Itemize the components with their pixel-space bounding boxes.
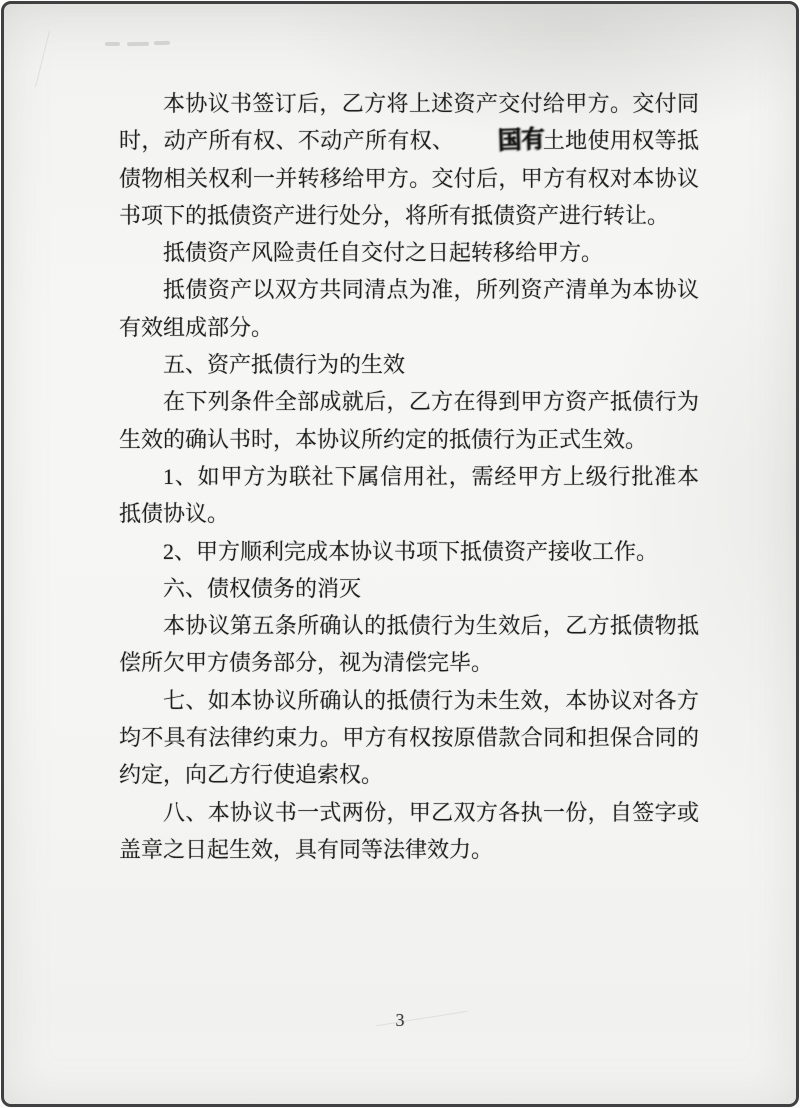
paragraph-delivery-terms: [119, 85, 699, 234]
list-item-2: 2、甲方顺利完成本协议书项下抵债资产接收工作。: [163, 538, 659, 564]
paragraph-asset-inventory: 抵债资产以双方共同清点为准，所列资产清单为本协议有效组成部分。: [119, 277, 699, 340]
list-item-1: 1、如甲方为联社下属信用社，需经甲方上级行批准本抵债协议。: [119, 463, 699, 527]
section-clause-7: 七、如本协议所确认的抵债行为未生效，本协议对各方均不具有法律约束力。甲方有权按原借款合同和担保合同的约定，向乙方行使追索权。: [119, 687, 699, 788]
paragraph-risk-transfer: 抵债资产风险责任自交付之日起转移给甲方。: [163, 240, 604, 266]
paragraph-text: 本协议书签订后，乙方将上述资产交付给甲方。交付同时，动产所有权、不动产所有权、: [119, 91, 699, 154]
section-heading-6: 六、债权债务的消灭: [163, 575, 362, 601]
scanned-page: [1, 1, 799, 1107]
section-clause-8: 八、本协议书一式两份，甲乙双方各执一份，自签字或盖章之日起生效，具有同等法律效力。: [119, 799, 699, 862]
page-number: 3: [395, 1010, 405, 1030]
paragraph-debt-extinguishment: 本协议第五条所确认的抵债行为生效后，乙方抵债物抵偿所欠甲方债务部分，视为清偿完毕。: [119, 613, 699, 676]
paragraph-effectiveness-conditions: 在下列条件全部成就后，乙方在得到甲方资产抵债行为生效的确认书时，本协议所约定的抵债行为正式生效。: [119, 389, 699, 452]
scan-scratch-line: [35, 31, 50, 88]
document-body: [119, 85, 699, 868]
scan-smudge-mark: [154, 41, 170, 45]
overwritten-text: 国有: [497, 125, 546, 155]
scan-smudge-mark: [127, 42, 149, 46]
section-heading-5: 五、资产抵债行为的生效: [163, 352, 406, 378]
scan-smudge-mark: [105, 42, 120, 46]
paragraph-text: 土地使用权等抵债物相关权利一并转移给甲方。交付后，甲方有权对本协议书项下的抵债资产进行处分，将所有抵债资产进行转让。: [119, 128, 699, 228]
